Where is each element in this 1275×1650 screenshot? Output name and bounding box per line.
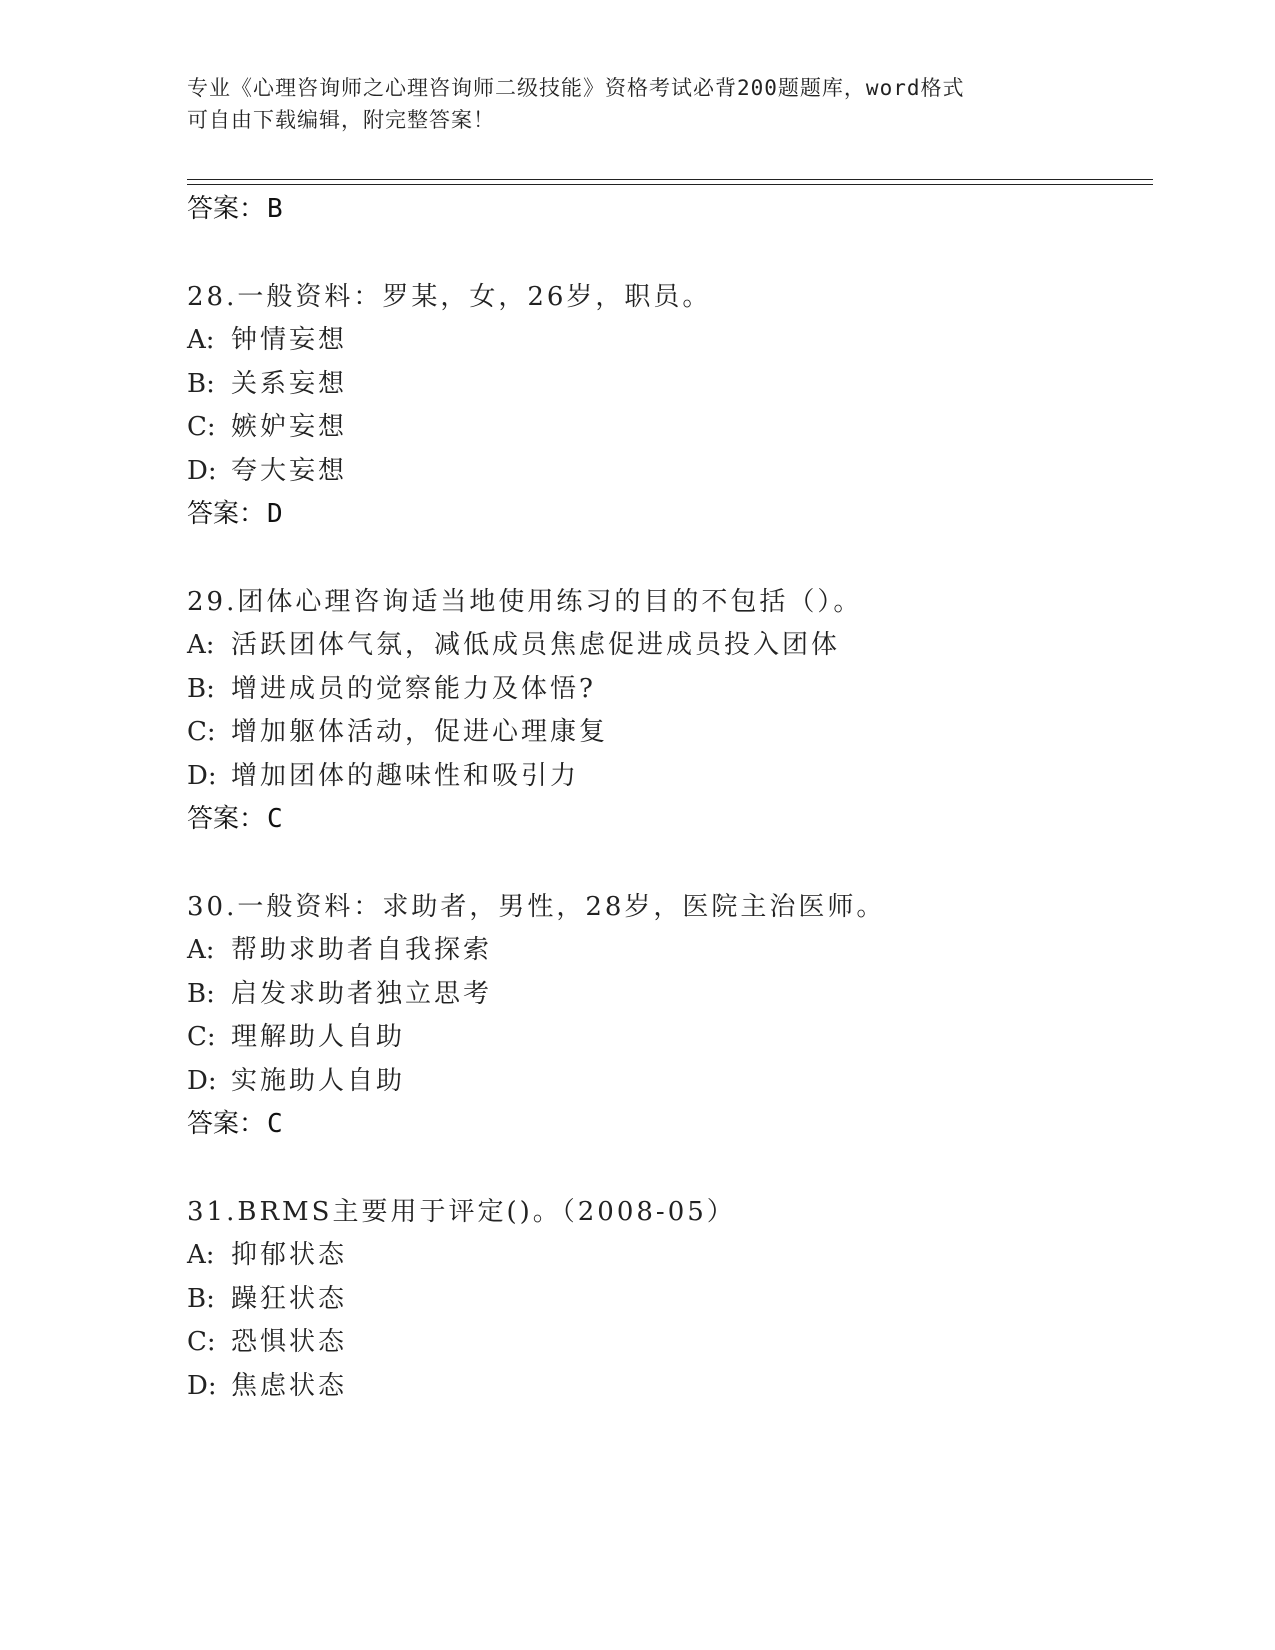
option-key: C: (187, 1327, 216, 1357)
option-28-b (187, 367, 347, 401)
option-text: 抑郁状态 (231, 1240, 348, 1270)
option-text: 恐惧状态 (231, 1327, 348, 1357)
option-31-d (187, 1369, 347, 1403)
answer-value: D (267, 499, 283, 529)
option-text: 躁狂状态 (231, 1284, 348, 1314)
option-text: 帮助求助者自我探索 (231, 935, 493, 965)
option-key: B: (187, 369, 215, 399)
question-title-28: 28.一般资料：罗某，女，26岁，职员。 (187, 282, 712, 312)
option-30-b (187, 977, 492, 1011)
header-divider-top (187, 179, 1153, 180)
option-text: 钟情妄想 (231, 325, 348, 355)
answer-value: B (267, 194, 283, 224)
answer-29 (187, 802, 283, 836)
option-key: D: (187, 1371, 217, 1401)
option-text: 活跃团体气氛，减低成员焦虑促进成员投入团体 (231, 630, 841, 660)
option-28-d (187, 454, 347, 488)
option-key: A: (187, 935, 215, 965)
option-key: A: (187, 325, 215, 355)
option-key: D: (187, 1066, 217, 1096)
answer-label: 答案： (187, 194, 266, 224)
header-line-1: 专业《心理咨询师之心理咨询师二级技能》资格考试必背200题题库，word格式 (187, 76, 965, 100)
option-text: 启发求助者独立思考 (231, 979, 493, 1009)
option-text: 夸大妄想 (231, 456, 348, 486)
option-29-a (187, 628, 840, 662)
answer-value: C (267, 1109, 283, 1139)
option-key: B: (187, 979, 215, 1009)
option-key: D: (187, 456, 217, 486)
option-text: 增进成员的觉察能力及体悟? (231, 674, 596, 704)
option-key: B: (187, 1284, 215, 1314)
option-28-a (187, 323, 347, 357)
answer-label: 答案： (187, 1109, 266, 1139)
option-29-c (187, 715, 608, 749)
option-text: 理解助人自助 (231, 1022, 406, 1052)
option-key: C: (187, 412, 216, 442)
answer-28 (187, 497, 283, 531)
option-text: 实施助人自助 (231, 1066, 406, 1096)
option-key: D: (187, 761, 217, 791)
question-title-31: 31.BRMS主要用于评定()。（2008-05） (187, 1197, 736, 1227)
answer-value: C (267, 804, 283, 834)
option-key: B: (187, 674, 215, 704)
option-text: 增加团体的趣味性和吸引力 (231, 761, 580, 791)
option-key: A: (187, 630, 215, 660)
answer-label: 答案： (187, 499, 266, 529)
option-31-a (187, 1238, 347, 1272)
option-29-b (187, 672, 596, 706)
option-31-b (187, 1282, 347, 1316)
option-text: 关系妄想 (231, 369, 348, 399)
option-text: 焦虑状态 (231, 1371, 348, 1401)
option-key: C: (187, 1022, 216, 1052)
option-30-d (187, 1064, 405, 1098)
header-line-2: 可自由下载编辑，附完整答案！ (187, 108, 495, 132)
option-30-a (187, 933, 492, 967)
option-29-d (187, 759, 579, 793)
header-divider-bottom (187, 184, 1153, 185)
option-key: C: (187, 717, 216, 747)
question-title-29: 29.团体心理咨询适当地使用练习的目的不包括（）。 (187, 587, 863, 617)
option-31-c (187, 1325, 347, 1359)
option-30-c (187, 1020, 405, 1054)
option-text: 增加躯体活动，促进心理康复 (231, 717, 609, 747)
option-28-c (187, 410, 347, 444)
option-key: A: (187, 1240, 215, 1270)
answer-label: 答案： (187, 804, 266, 834)
document-header (187, 72, 1087, 136)
question-title-30: 30.一般资料：求助者，男性，28岁，医院主治医师。 (187, 892, 886, 922)
option-text: 嫉妒妄想 (231, 412, 348, 442)
answer-prev (187, 192, 283, 226)
answer-30 (187, 1107, 283, 1141)
